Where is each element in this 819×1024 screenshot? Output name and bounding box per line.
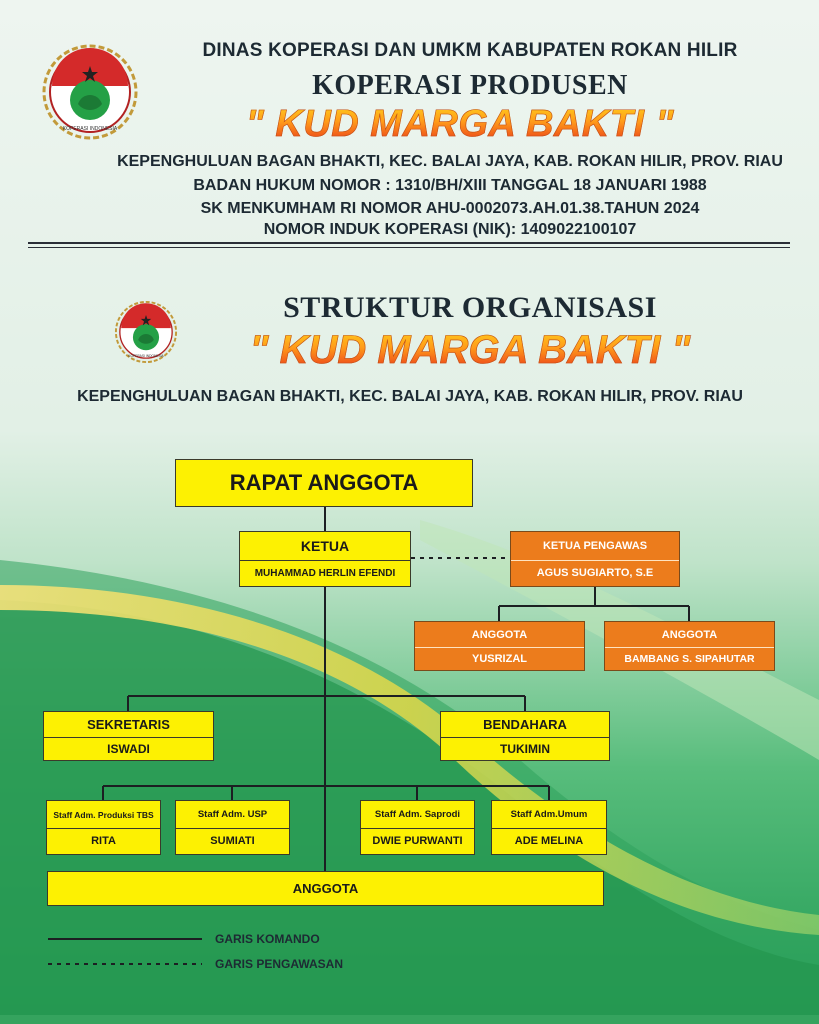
bendahara-name: TUKIMIN <box>441 737 609 759</box>
staff-box-1 <box>46 800 161 855</box>
ketua-pengawas-name: AGUS SUGIARTO, S.E <box>511 560 679 585</box>
structure-name-text: " KUD MARGA BAKTI " <box>249 328 691 372</box>
legend-komando-label: GARIS KOMANDO <box>215 932 320 946</box>
staff-4-name: ADE MELINA <box>492 828 606 853</box>
ketua-box <box>239 531 411 587</box>
staff-1-title: Staff Adm. Produksi TBS <box>53 809 154 820</box>
header-address: KEPENGHULUAN BAGAN BHAKTI, KEC. BALAI JAYA, KAB. ROKAN HILIR, PROV. RIAU <box>117 153 783 170</box>
sekretaris-box <box>43 711 214 761</box>
staff-1-name: RITA <box>47 828 160 853</box>
staff-2-name: SUMIATI <box>176 828 289 853</box>
svg-text:KOPERASI INDONESIA: KOPERASI INDONESIA <box>62 126 118 132</box>
anggota-box <box>47 871 604 906</box>
rapat-anggota-box <box>175 459 473 507</box>
anggota-pengawas-2-name: BAMBANG S. SIPAHUTAR <box>605 647 774 669</box>
anggota-pengawas-2-title: ANGGOTA <box>661 628 718 641</box>
anggota-pengawas-1-box <box>414 621 585 671</box>
ketua-pengawas-box <box>510 531 680 587</box>
staff-box-2 <box>175 800 290 855</box>
staff-box-3 <box>360 800 475 855</box>
staff-3-name: DWIE PURWANTI <box>361 828 474 853</box>
ketua-pengawas-title: KETUA PENGAWAS <box>542 540 648 552</box>
anggota-pengawas-2-box <box>604 621 775 671</box>
svg-text:KOPERASI INDONESIA: KOPERASI INDONESIA <box>128 353 164 358</box>
ketua-title: KETUA <box>300 538 350 554</box>
ketua-name: MUHAMMAD HERLIN EFENDI <box>240 560 410 585</box>
structure-address: KEPENGHULUAN BAGAN BHAKTI, KEC. BALAI JAYA, KAB. ROKAN HILIR, PROV. RIAU <box>77 388 743 405</box>
legend-pengawasan-label: GARIS PENGAWASAN <box>215 957 344 971</box>
staff-box-4 <box>491 800 607 855</box>
rapat-anggota-label: RAPAT ANGGOTA <box>229 470 419 495</box>
cooperative-name-text: " KUD MARGA BAKTI " <box>245 103 675 145</box>
cooperative-type: KOPERASI PRODUSEN <box>312 70 628 101</box>
anggota-label: ANGGOTA <box>292 881 359 896</box>
anggota-pengawas-1-name: YUSRIZAL <box>415 647 584 669</box>
sekretaris-title: SEKRETARIS <box>87 717 170 732</box>
bendahara-title: BENDAHARA <box>483 717 567 732</box>
sk-number: SK MENKUMHAM RI NOMOR AHU-0002073.AH.01.38.TAHUN 2024 <box>200 200 700 217</box>
bendahara-box <box>440 711 610 761</box>
staff-2-title: Staff Adm. USP <box>197 809 268 820</box>
structure-title: STRUKTUR ORGANISASI <box>283 291 657 324</box>
sekretaris-name: ISWADI <box>44 737 213 759</box>
nik-number: NOMOR INDUK KOPERASI (NIK): 1409022100107 <box>263 221 637 238</box>
anggota-pengawas-1-title: ANGGOTA <box>471 628 528 641</box>
agency-title: DINAS KOPERASI DAN UMKM KABUPATEN ROKAN HILIR <box>202 40 738 61</box>
staff-4-title: Staff Adm.Umum <box>510 809 588 820</box>
legal-number: BADAN HUKUM NOMOR : 1310/BH/XIII TANGGAL 18 JANUARI 1988 <box>193 177 707 194</box>
staff-3-title: Staff Adm. Saprodi <box>374 809 461 820</box>
